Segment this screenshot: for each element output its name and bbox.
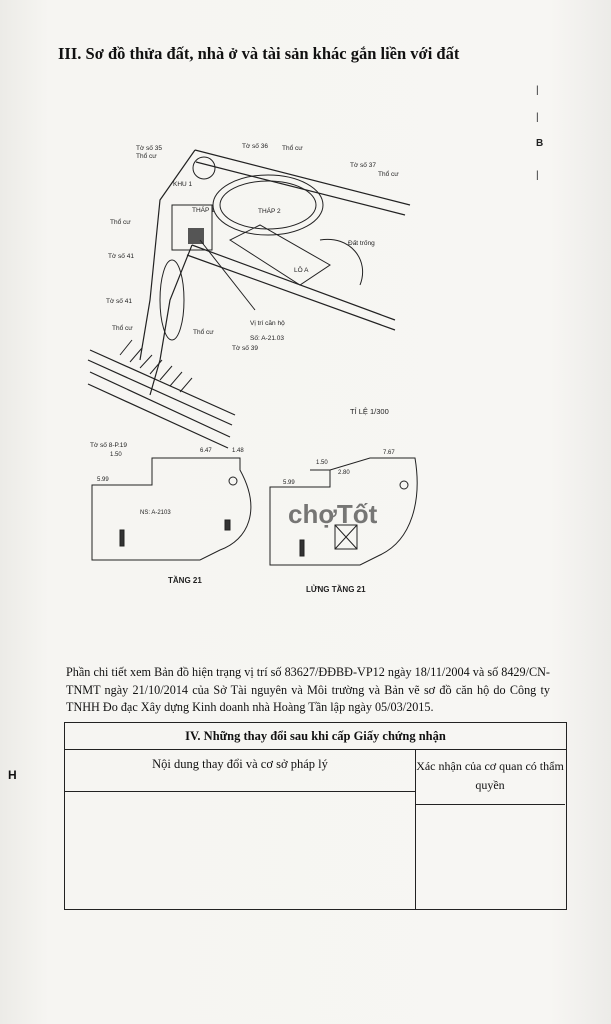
parcel-label: Tờ số 41	[106, 298, 132, 305]
parcel-label: Tờ số 37	[350, 162, 376, 169]
dimension-label: 2.80	[338, 470, 350, 476]
scale-label: TỈ LỆ 1/300	[350, 407, 389, 416]
watermark-logo: chợTốt	[288, 499, 378, 529]
margin-letter-h: H	[8, 768, 17, 782]
margin-letter-b: B	[536, 138, 544, 149]
reference-paragraph: Phần chi tiết xem Bản đồ hiện trạng vị trí số 83627/ĐĐBĐ-VP12 ngày 18/11/2004 và số 8429/CN-TNMT ngày 21/10/2014 của Sở Tài nguyên và Môi trường và Bản vẽ sơ đồ căn hộ do Công ty TNHH Đo đạc Xây dựng Kinh doanh nhà Hoàng Tần lập ngày 05/03/2015.	[66, 665, 550, 714]
apartment-number-label: Số: A-21.03	[250, 335, 284, 342]
parcel-label: Tờ số 39	[232, 345, 258, 352]
khu-label: KHU 1	[173, 181, 193, 188]
floor-plan-21	[92, 458, 251, 560]
dimension-label: 6.47	[200, 448, 212, 454]
parcel-label: Tờ số 41	[108, 253, 134, 260]
margin-tick: |	[536, 170, 539, 181]
lot-label: LÔ A	[294, 267, 309, 274]
confirmation-column-header: Xác nhận của cơ quan có thẩm quyền	[415, 749, 565, 805]
dimension-label: 1.48	[232, 448, 244, 454]
changes-column-header: Nội dung thay đổi và cơ sở pháp lý	[65, 749, 415, 792]
margin-tick: |	[536, 112, 539, 123]
dimension-label: 5.99	[97, 477, 109, 483]
tho-cu-label: Thổ cư	[112, 325, 133, 332]
tho-cu-label: Thổ cư	[193, 329, 214, 336]
unit-label: NS: A-2103	[140, 510, 171, 516]
dimension-label: 7.67	[383, 450, 395, 456]
tower1-label: THÁP 1	[192, 207, 215, 214]
dimension-label: 5.99	[283, 480, 295, 486]
tower2-label: THÁP 2	[258, 208, 281, 215]
section-heading: III. Sơ đồ thửa đất, nhà ở và tài sản khác gắn liền với đất	[58, 44, 460, 63]
confirmation-column	[415, 749, 565, 909]
apartment-position-label: Vị trí căn hộ	[250, 320, 285, 327]
table-title: IV. Những thay đổi sau khi cấp Giấy chứng nhận	[65, 723, 566, 750]
floor-21-label: TẦNG 21	[168, 576, 202, 585]
tho-cu-label: Thổ cư	[110, 219, 131, 226]
vacant-land-label: Đất trống	[348, 240, 375, 247]
tho-cu-label: Thổ cư	[136, 153, 157, 160]
changes-column	[65, 749, 416, 909]
parcel-label: Tờ số 8-P.19	[90, 442, 128, 449]
dimension-label: 1.50	[316, 460, 328, 466]
margin-tick: |	[536, 85, 539, 96]
tho-cu-label: Thổ cư	[378, 171, 399, 178]
parcel-label: Tờ số 35	[136, 145, 162, 152]
dimension-label: 1.50	[110, 452, 122, 458]
mezzanine-21-label: LỬNG TẦNG 21	[306, 585, 366, 594]
tho-cu-label: Thổ cư	[282, 145, 303, 152]
parcel-label: Tờ số 36	[242, 143, 268, 150]
changes-table	[64, 722, 567, 910]
